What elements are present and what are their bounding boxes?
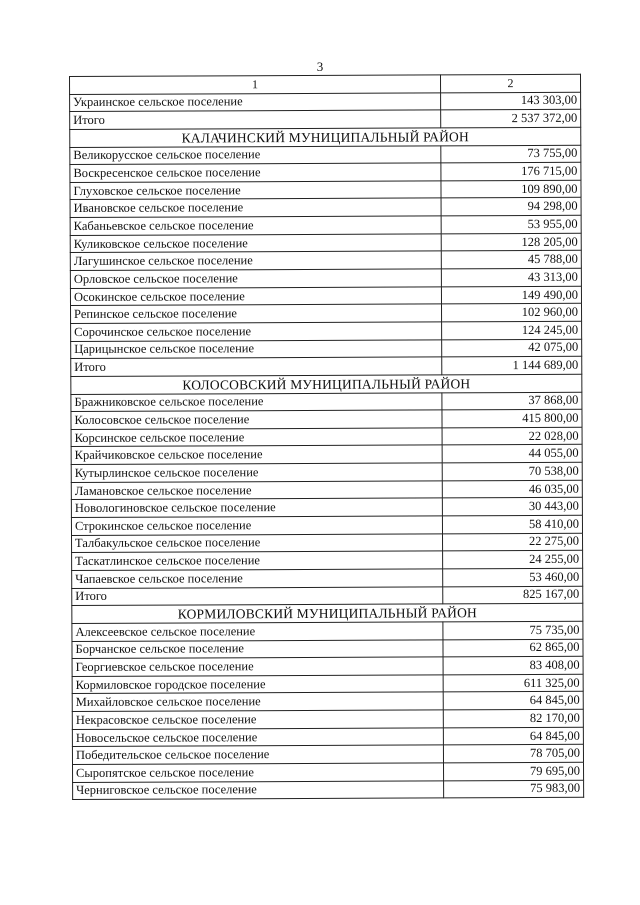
- table-row: [70, 162, 581, 182]
- settlement-name: Чапаевское сельское поселение: [72, 569, 443, 588]
- settlement-name: Крайчиковское сельское поселение: [71, 445, 442, 464]
- table-row: [71, 480, 582, 500]
- table-row: [70, 251, 581, 271]
- settlement-name: Строкинское сельское поселение: [71, 516, 442, 535]
- table-row: [71, 462, 582, 482]
- settlement-amount: 82 170,00: [443, 709, 583, 727]
- settlement-amount: 73 755,00: [441, 145, 581, 163]
- settlement-amount: 102 960,00: [441, 304, 581, 322]
- table-row: [70, 268, 581, 288]
- district-header-row: [70, 127, 581, 147]
- settlement-name: Репинское сельское поселение: [71, 304, 442, 323]
- settlement-amount: 53 955,00: [441, 215, 581, 233]
- total-row: [71, 357, 582, 377]
- settlement-amount: 37 868,00: [442, 392, 582, 410]
- settlement-name: Царицынское сельское поселение: [71, 339, 442, 358]
- table-body: [70, 74, 584, 799]
- table-row: [72, 551, 583, 571]
- settlement-name: Кутырлинское сельское поселение: [71, 463, 442, 482]
- total-label: Итого: [72, 586, 443, 605]
- table-row: [72, 568, 583, 588]
- settlement-name: Куликовское сельское поселение: [70, 234, 441, 253]
- settlement-amount: 64 845,00: [443, 727, 583, 745]
- settlement-name: Ивановское сельское поселение: [70, 198, 441, 217]
- settlement-amount: 24 255,00: [443, 551, 583, 569]
- settlement-amount: 53 460,00: [443, 568, 583, 586]
- total-amount: 2 537 372,00: [441, 110, 581, 128]
- total-row: [70, 110, 581, 130]
- settlement-name: Борчанское сельское поселение: [72, 639, 443, 658]
- settlement-amount: 78 705,00: [443, 745, 583, 763]
- table-row: [70, 92, 581, 112]
- settlement-name: Черниговское сельское поселение: [73, 780, 444, 799]
- settlement-amount: 176 715,00: [441, 162, 581, 180]
- table-row: [72, 533, 583, 553]
- settlement-amount: 70 538,00: [442, 462, 582, 480]
- total-row: [72, 586, 583, 606]
- table-row: [71, 515, 582, 535]
- page-number: 3: [316, 59, 324, 74]
- settlement-name: Кабаньевское сельское поселение: [70, 216, 441, 235]
- settlement-amount: 30 443,00: [442, 498, 582, 516]
- settlement-amount: 75 983,00: [444, 780, 584, 798]
- district-header-row: [72, 603, 583, 623]
- table-row: [70, 145, 581, 165]
- table-row: [72, 709, 583, 729]
- district-name: КАЛАЧИНСКИЙ МУНИЦИПАЛЬНЫЙ РАЙОН: [70, 127, 581, 147]
- table-row: [70, 215, 581, 235]
- settlement-amount: 22 028,00: [442, 427, 582, 445]
- settlement-amount: 62 865,00: [443, 639, 583, 657]
- total-amount: 1 144 689,00: [442, 357, 582, 375]
- settlement-name: Кормиловское городское поселение: [72, 675, 443, 694]
- settlement-amount: 75 735,00: [443, 621, 583, 639]
- table-row: [71, 392, 582, 412]
- settlement-amount: 46 035,00: [442, 480, 582, 498]
- settlement-name: Корсинское сельское поселение: [71, 428, 442, 447]
- table-row: [70, 286, 581, 306]
- settlement-name: Таскатлинское сельское поселение: [72, 551, 443, 570]
- settlement-name: Новологиновское сельское поселение: [71, 498, 442, 517]
- total-label: Итого: [70, 110, 441, 129]
- settlement-name: Сыропятское сельское поселение: [73, 763, 444, 782]
- table-row: [72, 621, 583, 641]
- settlement-name: Алексеевское сельское поселение: [72, 622, 443, 641]
- settlement-amount: 83 408,00: [443, 656, 583, 674]
- table-row: [72, 745, 583, 765]
- settlement-amount: 149 490,00: [441, 286, 581, 304]
- table-row: [73, 780, 584, 800]
- settlement-amount: 124 245,00: [442, 321, 582, 339]
- table-row: [70, 198, 581, 218]
- table-row: [71, 427, 582, 447]
- settlement-amount: 94 298,00: [441, 198, 581, 216]
- settlement-name: Георгиевское сельское поселение: [72, 657, 443, 676]
- settlement-name: Победительское сельское поселение: [72, 745, 443, 764]
- district-header-row: [71, 374, 582, 394]
- settlement-name: Орловское сельское поселение: [70, 269, 441, 288]
- settlement-name: Украинское сельское поселение: [70, 93, 441, 112]
- settlement-name: Бражниковское сельское поселение: [71, 392, 442, 411]
- district-name: КОРМИЛОВСКИЙ МУНИЦИПАЛЬНЫЙ РАЙОН: [72, 603, 583, 623]
- table-row: [71, 445, 582, 465]
- total-label: Итого: [71, 357, 442, 376]
- settlement-name: Глуховское сельское поселение: [70, 181, 441, 200]
- settlement-amount: 45 788,00: [441, 251, 581, 269]
- table-header-row: [70, 74, 581, 94]
- allocation-table: [69, 74, 584, 800]
- settlement-amount: 611 325,00: [443, 674, 583, 692]
- table-row: [71, 321, 582, 341]
- table-row: [72, 692, 583, 712]
- settlement-name: Колосовское сельское поселение: [71, 410, 442, 429]
- table-row: [72, 656, 583, 676]
- settlement-amount: 64 845,00: [443, 692, 583, 710]
- settlement-amount: 22 275,00: [442, 533, 582, 551]
- settlement-name: Михайловское сельское поселение: [72, 692, 443, 711]
- table-row: [70, 233, 581, 253]
- settlement-name: Великорусское сельское поселение: [70, 145, 441, 164]
- settlement-amount: 128 205,00: [441, 233, 581, 251]
- settlement-amount: 415 800,00: [442, 409, 582, 427]
- settlement-name: Лагушинское сельское поселение: [70, 251, 441, 270]
- column-header-2: 2: [440, 74, 580, 92]
- column-header-1: 1: [70, 75, 441, 94]
- table-row: [70, 180, 581, 200]
- total-amount: 825 167,00: [443, 586, 583, 604]
- table-row: [71, 304, 582, 324]
- settlement-amount: 109 890,00: [441, 180, 581, 198]
- table-row: [72, 639, 583, 659]
- table-row: [71, 498, 582, 518]
- table-row: [72, 674, 583, 694]
- settlement-amount: 79 695,00: [444, 762, 584, 780]
- settlement-name: Новосельское сельское поселение: [72, 728, 443, 747]
- settlement-name: Сорочинское сельское поселение: [71, 322, 442, 341]
- table-row: [71, 409, 582, 429]
- settlement-amount: 44 055,00: [442, 445, 582, 463]
- table-row: [72, 727, 583, 747]
- settlement-name: Некрасовское сельское поселение: [72, 710, 443, 729]
- settlement-name: Осокинское сельское поселение: [70, 287, 441, 306]
- settlement-amount: 143 303,00: [441, 92, 581, 110]
- settlement-name: Ламановское сельское поселение: [71, 481, 442, 500]
- settlement-name: Талбакульское сельское поселение: [72, 534, 443, 553]
- settlement-amount: 58 410,00: [442, 515, 582, 533]
- district-name: КОЛОСОВСКИЙ МУНИЦИПАЛЬНЫЙ РАЙОН: [71, 374, 582, 394]
- settlement-name: Воскресенское сельское поселение: [70, 163, 441, 182]
- settlement-amount: 43 313,00: [441, 268, 581, 286]
- table-row: [71, 339, 582, 359]
- table-row: [73, 762, 584, 782]
- settlement-amount: 42 075,00: [442, 339, 582, 357]
